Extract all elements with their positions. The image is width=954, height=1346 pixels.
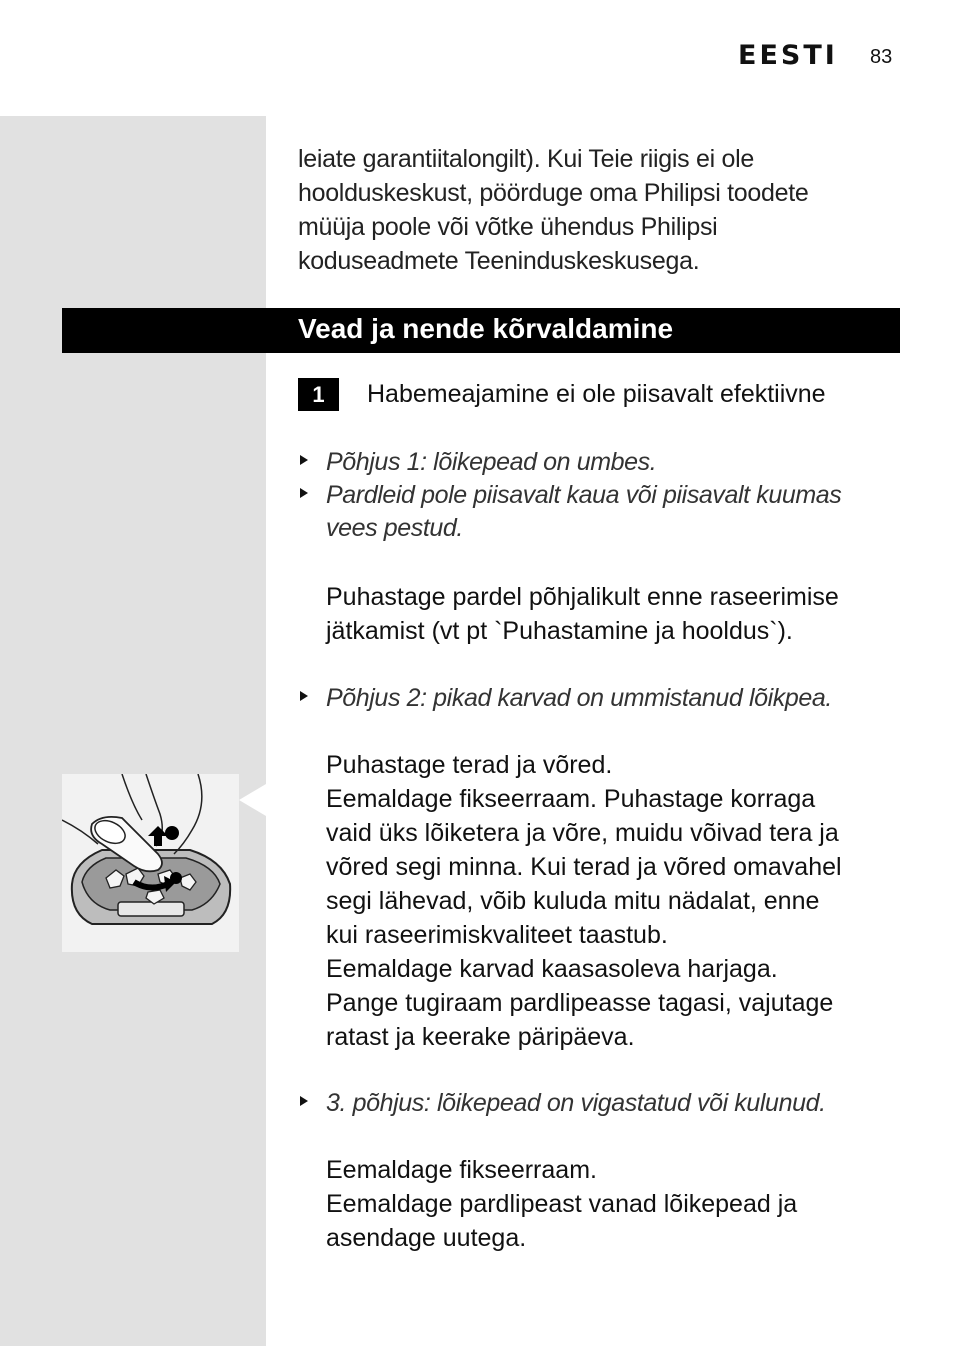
remedy-line: Eemaldage fikseerraam. Puhastage korraga	[326, 785, 816, 813]
bullet-arrow-icon	[300, 691, 308, 701]
remedy-1	[298, 580, 904, 648]
remedy-line: Puhastage pardel põhjalikult enne raseerimise	[326, 583, 839, 611]
shaver-head-illustration	[62, 774, 239, 952]
remedy-line: Pange tugiraam pardlipeasse tagasi, vajutage	[326, 989, 834, 1017]
problem-title: Habemeajamine ei ole piisavalt efektiivne	[367, 380, 826, 408]
cause-1-group	[298, 446, 904, 545]
cause-2-group	[298, 682, 904, 715]
intro-paragraph	[298, 142, 898, 278]
cause-text: Põhjus 1: lõikepead on umbes.	[326, 448, 657, 476]
remedy-line: Eemaldage karvad kaasasoleva harjaga.	[326, 955, 778, 983]
section-title: Vead ja nende kõrvaldamine	[298, 313, 674, 344]
remedy-line: segi lähevad, võib kuluda mitu nädalat, enne	[326, 887, 820, 915]
remedy-2	[298, 748, 904, 1054]
bullet-arrow-icon	[300, 488, 308, 498]
figure-pointer-notch	[239, 784, 266, 816]
remedy-line: jätkamist (vt pt `Puhastamine ja hooldus`).	[326, 617, 793, 645]
remedy-line: Puhastage terad ja võred.	[326, 751, 613, 779]
remedy-line: vaid üks lõiketera ja võre, muidu võivad tera ja	[326, 819, 839, 847]
remedy-line: võred segi minna. Kui terad ja võred omavahel	[326, 853, 842, 881]
cause-text-line: Pardleid pole piisavalt kaua või piisavalt kuumas	[326, 481, 842, 509]
bullet-arrow-icon	[300, 1096, 308, 1106]
remedy-line: kui raseerimiskvaliteet taastub.	[326, 921, 668, 949]
intro-line: hoolduskeskust, pöörduge oma Philipsi toodete	[298, 179, 809, 207]
cause-text: 3. põhjus: lõikepead on vigastatud või kulunud.	[326, 1089, 826, 1117]
cause-item	[298, 682, 904, 715]
language-heading: EESTI	[738, 40, 838, 71]
remedy-line: Eemaldage fikseerraam.	[326, 1156, 597, 1184]
cause-3-group	[298, 1087, 904, 1120]
remedy-3	[298, 1153, 904, 1255]
grey-margin-column	[0, 116, 266, 1346]
bullet-arrow-icon	[300, 455, 308, 465]
cause-item	[298, 479, 904, 545]
intro-line: leiate garantiitalongilt). Kui Teie riigis ei ole	[298, 145, 754, 173]
remedy-line: ratast ja keerake päripäeva.	[326, 1023, 635, 1051]
problem-number-badge: 1	[298, 378, 339, 411]
cause-text: Põhjus 2: pikad karvad on ummistanud lõikpea.	[326, 684, 832, 712]
page-number: 83	[870, 46, 893, 68]
cause-item	[298, 446, 904, 479]
shaver-head-cleaning-icon	[62, 774, 239, 952]
remedy-line: Eemaldage pardlipeast vanad lõikepead ja	[326, 1190, 798, 1218]
cause-text-line: vees pestud.	[326, 514, 463, 542]
intro-line: koduseadmete Teeninduskeskusega.	[298, 247, 700, 275]
remedy-line: asendage uutega.	[326, 1224, 527, 1252]
intro-line: müüja poole või võtke ühendus Philipsi	[298, 213, 718, 241]
cause-item	[298, 1087, 904, 1120]
